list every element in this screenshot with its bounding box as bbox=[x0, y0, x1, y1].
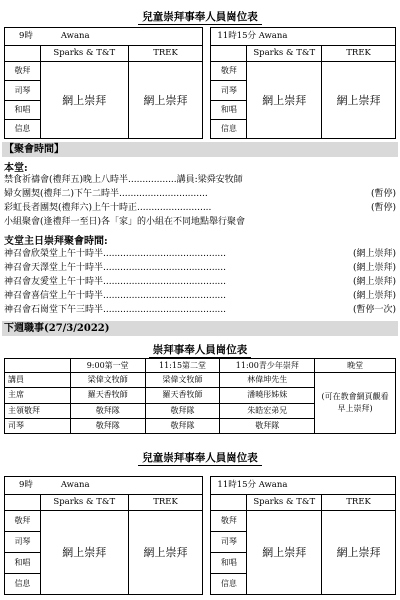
main-hall-item: 禁食祈禱會(禮拜五)晚上八時半.................講員:梁舜安牧師 bbox=[4, 175, 243, 185]
branch-heading: 支堂主日崇拜聚會時間: bbox=[4, 236, 108, 247]
service-cell: 敬拜隊 bbox=[70, 418, 145, 433]
kids-table-title-bottom bbox=[0, 450, 400, 465]
service-role-pianist: 司琴 bbox=[5, 418, 71, 433]
service-cell: 潘曉彤姊妹 bbox=[220, 388, 315, 403]
col-sparks-left: Sparks & T&T bbox=[40, 495, 128, 511]
role-chorus: 和唱 bbox=[211, 553, 247, 574]
service-header-first: 9:00第一堂 bbox=[70, 359, 145, 373]
right-session-header: 11時15分 Awana bbox=[211, 477, 396, 495]
col-sparks-right: Sparks & T&T bbox=[247, 495, 322, 511]
service-cell: 敬拜隊 bbox=[145, 418, 220, 433]
service-role-worship-leader: 主領敬拜 bbox=[5, 403, 71, 418]
role-pianist: 司琴 bbox=[5, 81, 41, 100]
role-worship: 敬拜 bbox=[5, 511, 41, 532]
service-cell: 梁偉文牧師 bbox=[145, 373, 220, 388]
branch-item: 神召會欣榮堂上午十時半........................................... (網上崇拜) bbox=[4, 249, 396, 259]
cell-online: 網上崇拜 bbox=[128, 511, 203, 595]
kids-table-title-text: 兒童崇拜事奉人員崗位表 bbox=[138, 452, 262, 466]
service-table-title-text: 崇拜事奉人員崗位表 bbox=[149, 344, 252, 358]
role-chorus: 和唱 bbox=[5, 100, 41, 119]
service-header-evening: 晚堂 bbox=[315, 359, 396, 373]
service-cell: 敬拜隊 bbox=[70, 403, 145, 418]
kids-table-title-top bbox=[0, 9, 400, 24]
main-hall-item: 婦女團契(禮拜二)下午二時半............................... (暫停) bbox=[4, 189, 396, 199]
role-pianist: 司琴 bbox=[211, 532, 247, 553]
cell-online: 網上崇拜 bbox=[322, 511, 396, 595]
role-worship: 敬拜 bbox=[211, 511, 247, 532]
left-session-header: 9時 Awana bbox=[5, 477, 203, 495]
role-chorus: 和唱 bbox=[5, 553, 41, 574]
service-header-second: 11:15第二堂 bbox=[145, 359, 220, 373]
col-trek-right: TREK bbox=[322, 46, 396, 62]
col-trek-left: TREK bbox=[128, 495, 203, 511]
cell-online: 網上崇拜 bbox=[40, 62, 128, 139]
kids-table-bottom bbox=[4, 476, 396, 595]
role-chorus: 和唱 bbox=[211, 100, 247, 119]
service-cell: 朱皓宏弟兄 bbox=[220, 403, 315, 418]
next-week-heading: 下週職事(27/3/2022) bbox=[4, 323, 110, 334]
table-gap bbox=[203, 477, 211, 595]
service-cell: 敬拜隊 bbox=[145, 403, 220, 418]
kids-table-top bbox=[4, 27, 396, 139]
role-message: 信息 bbox=[5, 574, 41, 595]
next-week-heading-bar bbox=[2, 321, 398, 336]
service-cell: 林偉坤先生 bbox=[220, 373, 315, 388]
main-hall-item: 小組聚會(逢禮拜一至日)各「家」的小組在不同地點舉行聚會 bbox=[4, 217, 246, 227]
service-table bbox=[4, 358, 396, 434]
service-cell: 羅天香牧師 bbox=[70, 388, 145, 403]
service-role-chair: 主席 bbox=[5, 388, 71, 403]
cell-online: 網上崇拜 bbox=[247, 62, 322, 139]
cell-online: 網上崇拜 bbox=[322, 62, 396, 139]
service-header-blank bbox=[5, 359, 71, 373]
kids-table-title-text: 兒童崇拜事奉人員崗位表 bbox=[138, 11, 262, 25]
main-hall-item: 彩虹長者團契(禮拜六)上午十時正.......................... (暫停) bbox=[4, 203, 396, 213]
branch-item: 神召會天澤堂上午十時半........................................... (網上崇拜) bbox=[4, 263, 396, 273]
cell-online: 網上崇拜 bbox=[247, 511, 322, 595]
role-pianist: 司琴 bbox=[5, 532, 41, 553]
role-header-blank bbox=[5, 495, 41, 511]
role-message: 信息 bbox=[5, 119, 41, 138]
service-table-title bbox=[0, 342, 400, 357]
service-header-youth: 11:00青少年崇拜 bbox=[220, 359, 315, 373]
role-header-blank bbox=[5, 46, 41, 62]
role-header-blank bbox=[211, 495, 247, 511]
service-cell: 敬拜隊 bbox=[220, 418, 315, 433]
right-session-header: 11時15分 Awana bbox=[211, 28, 396, 46]
main-hall-heading: 本堂: bbox=[4, 163, 28, 174]
col-trek-right: TREK bbox=[322, 495, 396, 511]
role-message: 信息 bbox=[211, 119, 247, 138]
service-cell: 梁偉文牧師 bbox=[70, 373, 145, 388]
evening-note: (可在教會網頁觀看早上崇拜) bbox=[315, 373, 396, 434]
col-sparks-right: Sparks & T&T bbox=[247, 46, 322, 62]
branch-item: 神召會喜信堂上午十時半........................................... (網上崇拜) bbox=[4, 291, 396, 301]
col-trek-left: TREK bbox=[128, 46, 203, 62]
left-session-header: 9時 Awana bbox=[5, 28, 203, 46]
meetings-heading: 【聚會時間】 bbox=[4, 144, 64, 155]
role-header-blank bbox=[211, 46, 247, 62]
service-cell: 羅天香牧師 bbox=[145, 388, 220, 403]
table-gap bbox=[203, 28, 211, 139]
branch-item: 神召會石崗堂下午三時半........................................... (暫停一次) bbox=[4, 305, 396, 315]
role-message: 信息 bbox=[211, 574, 247, 595]
col-sparks-left: Sparks & T&T bbox=[40, 46, 128, 62]
cell-online: 網上崇拜 bbox=[128, 62, 203, 139]
service-role-speaker: 講員 bbox=[5, 373, 71, 388]
meetings-heading-bar bbox=[2, 142, 398, 157]
role-worship: 敬拜 bbox=[5, 62, 41, 81]
role-worship: 敬拜 bbox=[211, 62, 247, 81]
role-pianist: 司琴 bbox=[211, 81, 247, 100]
branch-item: 神召會友愛堂上午十時半........................................... (網上崇拜) bbox=[4, 277, 396, 287]
cell-online: 網上崇拜 bbox=[40, 511, 128, 595]
